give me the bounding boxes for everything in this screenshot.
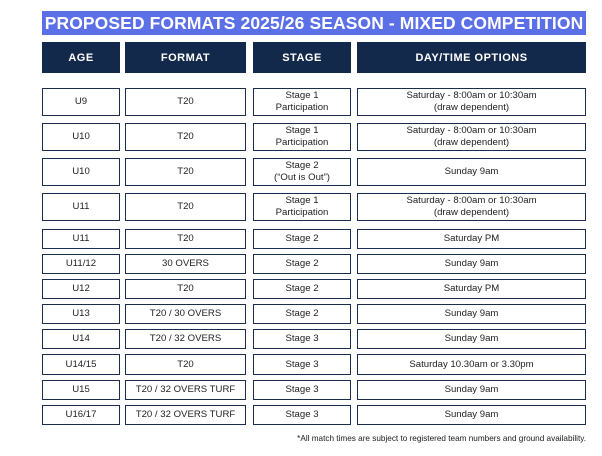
cell-format <box>125 354 246 375</box>
cell-stage-text: Stage 2 (“Out is Out”) <box>274 160 330 183</box>
cell-age <box>42 405 120 425</box>
cell-format <box>125 329 246 349</box>
column-header-day-time: DAY/TIME OPTIONS <box>357 42 586 73</box>
cell-format-text: T20 <box>177 233 194 244</box>
cell-age-text: U14/15 <box>65 358 97 370</box>
cell-day-time <box>357 354 586 375</box>
cell-stage <box>253 158 351 186</box>
column-header-age: AGE <box>42 42 120 73</box>
cell-age-text: U11 <box>72 233 90 244</box>
cell-stage-text: Stage 2 <box>285 283 319 294</box>
cell-day-time <box>357 88 586 116</box>
cell-format-text: T20 <box>177 283 194 294</box>
cell-age-text: U11 <box>72 201 90 212</box>
cell-format-text: T20 / 32 OVERS TURF <box>135 409 236 420</box>
cell-stage-text: Stage 2 <box>285 308 319 319</box>
footnote: *All match times are subject to registered team numbers and ground availability. <box>297 434 586 443</box>
cell-age <box>42 380 120 400</box>
page-title: PROPOSED FORMATS 2025/26 SEASON - MIXED COMPETITION <box>42 11 586 35</box>
cell-stage <box>253 354 351 375</box>
cell-day-time <box>357 405 586 425</box>
cell-format-text: T20 <box>177 358 194 370</box>
column-header-format: FORMAT <box>125 42 246 73</box>
cell-format-text: T20 <box>177 96 194 107</box>
cell-format-text: T20 <box>177 131 194 142</box>
cell-stage-text: Stage 3 <box>285 409 319 420</box>
cell-stage <box>253 229 351 249</box>
cell-day-time-text: Saturday PM <box>443 233 500 244</box>
cell-stage-text: Stage 3 <box>285 333 319 344</box>
cell-age-text: U14 <box>72 333 90 344</box>
cell-format <box>125 254 246 274</box>
cell-stage <box>253 405 351 425</box>
cell-format <box>125 229 246 249</box>
cell-day-time <box>357 304 586 324</box>
cell-stage-text: Stage 3 <box>285 384 319 395</box>
cell-format-text: T20 / 32 OVERS TURF <box>135 384 236 395</box>
cell-age-text: U12 <box>72 283 90 294</box>
cell-age <box>42 304 120 324</box>
cell-stage-text: Stage 2 <box>285 258 319 269</box>
cell-day-time <box>357 329 586 349</box>
cell-stage <box>253 88 351 116</box>
cell-age-text: U10 <box>72 166 90 177</box>
cell-stage <box>253 329 351 349</box>
cell-age <box>42 229 120 249</box>
cell-stage-text: Stage 1 Participation <box>275 90 329 113</box>
cell-day-time-text: Saturday 10.30am or 3.30pm <box>409 358 534 370</box>
cell-day-time <box>357 229 586 249</box>
cell-day-time-text: Sunday 9am <box>444 384 499 395</box>
cell-age-text: U15 <box>72 384 90 395</box>
cell-age-text: U10 <box>72 131 90 142</box>
cell-stage-text: Stage 1 Participation <box>275 125 329 148</box>
cell-age <box>42 158 120 186</box>
cell-day-time-text: Sunday 9am <box>444 308 499 319</box>
cell-age <box>42 193 120 221</box>
cell-day-time <box>357 254 586 274</box>
cell-day-time-text: Saturday PM <box>443 283 500 294</box>
cell-format <box>125 158 246 186</box>
cell-stage <box>253 279 351 299</box>
cell-stage-text: Stage 2 <box>285 233 319 244</box>
cell-day-time-text: Saturday - 8:00am or 10:30am (draw dependent) <box>406 90 537 113</box>
cell-day-time <box>357 193 586 221</box>
cell-stage-text: Stage 1 Participation <box>275 195 329 218</box>
cell-format <box>125 304 246 324</box>
cell-format-text: 30 OVERS <box>162 258 209 269</box>
cell-format-text: T20 <box>177 166 194 177</box>
column-header-stage: STAGE <box>253 42 351 73</box>
cell-age <box>42 354 120 375</box>
cell-day-time-text: Saturday - 8:00am or 10:30am (draw dependent) <box>406 195 537 218</box>
cell-format <box>125 380 246 400</box>
cell-day-time <box>357 279 586 299</box>
cell-day-time-text: Sunday 9am <box>444 166 499 177</box>
cell-format <box>125 193 246 221</box>
cell-age <box>42 123 120 151</box>
cell-age <box>42 329 120 349</box>
cell-day-time-text: Sunday 9am <box>444 333 499 344</box>
cell-stage <box>253 123 351 151</box>
cell-day-time <box>357 158 586 186</box>
cell-stage <box>253 193 351 221</box>
cell-stage <box>253 304 351 324</box>
cell-format-text: T20 / 32 OVERS <box>149 333 222 344</box>
cell-age-text: U13 <box>72 308 90 319</box>
cell-age-text: U9 <box>74 96 88 107</box>
cell-format-text: T20 / 30 OVERS <box>149 308 222 319</box>
cell-age-text: U16/17 <box>65 409 97 420</box>
cell-age <box>42 88 120 116</box>
cell-day-time <box>357 123 586 151</box>
cell-format <box>125 405 246 425</box>
cell-format <box>125 88 246 116</box>
cell-stage-text: Stage 3 <box>285 358 319 370</box>
cell-day-time-text: Sunday 9am <box>444 409 499 420</box>
cell-day-time <box>357 380 586 400</box>
cell-format <box>125 279 246 299</box>
cell-day-time-text: Saturday - 8:00am or 10:30am (draw dependent) <box>406 125 537 148</box>
cell-format <box>125 123 246 151</box>
cell-age-text: U11/12 <box>65 258 97 269</box>
cell-age <box>42 279 120 299</box>
cell-format-text: T20 <box>177 201 194 212</box>
cell-stage <box>253 254 351 274</box>
cell-stage <box>253 380 351 400</box>
cell-age <box>42 254 120 274</box>
cell-day-time-text: Sunday 9am <box>444 258 499 269</box>
